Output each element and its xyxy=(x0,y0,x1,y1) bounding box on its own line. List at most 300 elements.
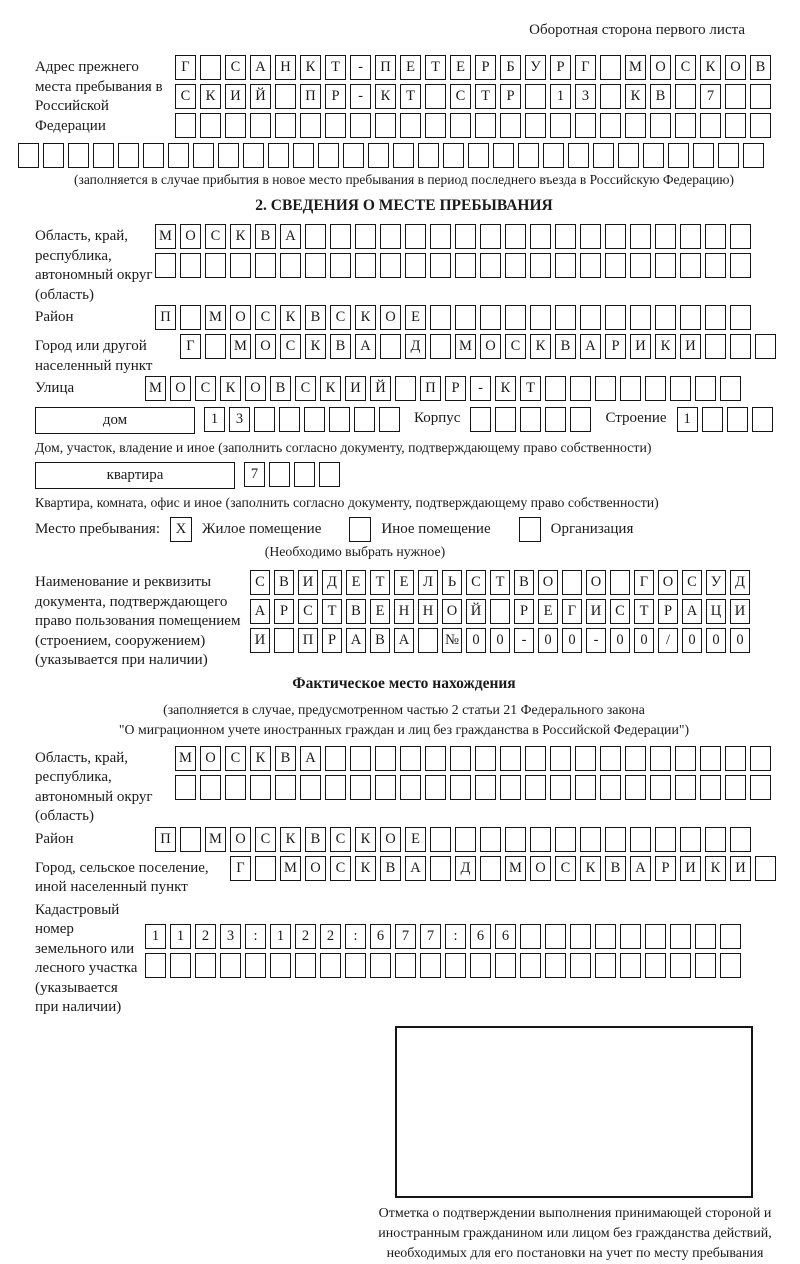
char-cell xyxy=(570,407,591,432)
char-cell: Т xyxy=(322,599,342,624)
cadastral-label: Кадастровый номер земельного или лесного участка (указывается при наличии) xyxy=(35,898,145,1018)
char-cell: 6 xyxy=(370,924,391,949)
char-cell xyxy=(555,305,576,330)
char-cell xyxy=(530,224,551,249)
char-cell xyxy=(625,775,646,800)
char-cell: С xyxy=(250,570,270,595)
char-cell xyxy=(568,143,589,168)
char-cell xyxy=(743,143,764,168)
actual-city-row xyxy=(35,856,773,898)
char-cell: Е xyxy=(346,570,366,595)
char-cell xyxy=(93,143,114,168)
char-cell xyxy=(752,407,773,432)
char-cell xyxy=(645,953,666,978)
document-row-1 xyxy=(250,570,773,595)
char-cell: В xyxy=(274,570,294,595)
char-cell: 1 xyxy=(550,84,571,109)
char-cell: Е xyxy=(450,55,471,80)
char-cell: У xyxy=(706,570,726,595)
apartment-cells xyxy=(244,462,344,487)
char-cell xyxy=(725,746,746,771)
char-cell: К xyxy=(230,224,251,249)
char-cell xyxy=(175,113,196,138)
char-cell xyxy=(655,224,676,249)
document-block xyxy=(35,570,773,671)
char-cell: К xyxy=(200,84,221,109)
char-cell: П xyxy=(155,827,176,852)
char-cell xyxy=(405,253,426,278)
char-cell: Л xyxy=(418,570,438,595)
char-cell: Й xyxy=(466,599,486,624)
char-cell xyxy=(520,924,541,949)
char-cell xyxy=(545,953,566,978)
char-cell: В xyxy=(555,334,576,359)
char-cell xyxy=(243,143,264,168)
char-cell xyxy=(750,775,771,800)
char-cell xyxy=(750,84,771,109)
char-cell: Д xyxy=(322,570,342,595)
char-cell: 7 xyxy=(244,462,265,487)
char-cell: Г xyxy=(634,570,654,595)
char-cell: Д xyxy=(405,334,426,359)
char-cell xyxy=(475,746,496,771)
char-cell xyxy=(143,143,164,168)
char-cell xyxy=(450,746,471,771)
char-cell xyxy=(400,113,421,138)
char-cell: Е xyxy=(394,570,414,595)
prev-address-row-1 xyxy=(175,55,775,80)
char-cell: О xyxy=(230,827,251,852)
char-cell xyxy=(505,253,526,278)
char-cell xyxy=(368,143,389,168)
char-cell xyxy=(750,113,771,138)
char-cell xyxy=(595,924,616,949)
section2-city-label: Город или другой населенный пункт xyxy=(35,334,180,376)
actual-location-caption-1: (заполняется в случае, предусмотренном частью 2 статьи 21 Федерального закона xyxy=(35,702,773,718)
cadastral-row-1 xyxy=(145,924,773,949)
char-cell: Р xyxy=(655,856,676,881)
char-cell: Р xyxy=(445,376,466,401)
house-row xyxy=(35,407,773,436)
char-cell: Т xyxy=(370,570,390,595)
char-cell xyxy=(570,953,591,978)
char-cell: : xyxy=(245,924,266,949)
char-cell xyxy=(375,113,396,138)
char-cell xyxy=(655,827,676,852)
char-cell: Т xyxy=(520,376,541,401)
char-cell: О xyxy=(230,305,251,330)
char-cell: С xyxy=(255,305,276,330)
char-cell: В xyxy=(275,746,296,771)
char-cell xyxy=(705,334,726,359)
char-cell xyxy=(630,827,651,852)
char-cell: 0 xyxy=(634,628,654,653)
char-cell xyxy=(294,462,315,487)
char-cell: С xyxy=(330,856,351,881)
char-cell xyxy=(205,253,226,278)
char-cell xyxy=(155,253,176,278)
section2-region-label: Область, край, республика, автономный округ (область) xyxy=(35,224,155,305)
char-cell: О xyxy=(530,856,551,881)
char-cell xyxy=(720,924,741,949)
char-cell: К xyxy=(375,84,396,109)
char-cell: С xyxy=(280,334,301,359)
char-cell: М xyxy=(205,305,226,330)
char-cell xyxy=(680,827,701,852)
char-cell xyxy=(555,827,576,852)
char-cell xyxy=(680,253,701,278)
char-cell xyxy=(395,376,416,401)
char-cell xyxy=(675,775,696,800)
cadastral-row-2 xyxy=(145,953,773,978)
char-cell xyxy=(343,143,364,168)
char-cell: Р xyxy=(658,599,678,624)
char-cell xyxy=(595,953,616,978)
char-cell: 1 xyxy=(204,407,225,432)
char-cell xyxy=(593,143,614,168)
char-cell xyxy=(280,253,301,278)
char-cell: К xyxy=(580,856,601,881)
char-cell: Н xyxy=(275,55,296,80)
char-cell: А xyxy=(394,628,414,653)
char-cell: О xyxy=(538,570,558,595)
char-cell: М xyxy=(455,334,476,359)
char-cell: К xyxy=(495,376,516,401)
char-cell: К xyxy=(355,827,376,852)
char-cell: 2 xyxy=(295,924,316,949)
char-cell: Й xyxy=(370,376,391,401)
actual-region-row-2 xyxy=(175,775,775,800)
char-cell xyxy=(255,253,276,278)
char-cell xyxy=(630,224,651,249)
char-cell xyxy=(430,856,451,881)
char-cell xyxy=(500,113,521,138)
char-cell: 3 xyxy=(575,84,596,109)
char-cell: В xyxy=(650,84,671,109)
char-cell: Ь xyxy=(442,570,462,595)
char-cell: 0 xyxy=(706,628,726,653)
char-cell xyxy=(525,113,546,138)
section2-title: 2. СВЕДЕНИЯ О МЕСТЕ ПРЕБЫВАНИЯ xyxy=(35,197,773,215)
char-cell xyxy=(354,407,375,432)
char-cell: К xyxy=(530,334,551,359)
char-cell: Г xyxy=(230,856,251,881)
char-cell: Е xyxy=(400,55,421,80)
char-cell: В xyxy=(305,305,326,330)
char-cell xyxy=(400,746,421,771)
char-cell: 1 xyxy=(145,924,166,949)
char-cell xyxy=(269,462,290,487)
stamp-caption: Отметка о подтверждении выполнения принимающей стороной и иностранным гражданином или лицом без гражданства действий, необходимых для его постановки на учет по месту пребывания xyxy=(360,1204,790,1264)
char-cell xyxy=(700,746,721,771)
char-cell xyxy=(650,775,671,800)
char-cell: В xyxy=(270,376,291,401)
char-cell xyxy=(430,253,451,278)
char-cell: С xyxy=(295,376,316,401)
char-cell: А xyxy=(580,334,601,359)
char-cell xyxy=(279,407,300,432)
char-cell xyxy=(545,924,566,949)
char-cell: Т xyxy=(490,570,510,595)
char-cell: Ц xyxy=(706,599,726,624)
section2-region-row-1 xyxy=(155,224,773,249)
char-cell xyxy=(350,113,371,138)
char-cell: Р xyxy=(605,334,626,359)
char-cell: М xyxy=(625,55,646,80)
char-cell xyxy=(725,113,746,138)
char-cell xyxy=(480,827,501,852)
char-cell xyxy=(655,253,676,278)
apartment-caption: Квартира, комната, офис и иное (заполнить согласно документу, подтверждающему право собственности) xyxy=(35,495,773,511)
char-cell xyxy=(418,143,439,168)
char-cell xyxy=(468,143,489,168)
char-cell xyxy=(275,84,296,109)
char-cell: В xyxy=(514,570,534,595)
char-cell xyxy=(730,334,751,359)
char-cell xyxy=(625,746,646,771)
stay-type-note: (Необходимо выбрать нужное) xyxy=(75,544,635,560)
char-cell: Б xyxy=(500,55,521,80)
char-cell: К xyxy=(280,305,301,330)
document-row-2 xyxy=(250,599,773,624)
stroenie-cells xyxy=(677,407,777,432)
char-cell: 2 xyxy=(320,924,341,949)
char-cell: А xyxy=(355,334,376,359)
char-cell: Т xyxy=(400,84,421,109)
char-cell xyxy=(675,746,696,771)
char-cell xyxy=(245,953,266,978)
char-cell xyxy=(405,224,426,249)
char-cell: - xyxy=(514,628,534,653)
char-cell: - xyxy=(350,55,371,80)
char-cell: И xyxy=(225,84,246,109)
char-cell: / xyxy=(658,628,678,653)
char-cell: Р xyxy=(550,55,571,80)
char-cell xyxy=(420,953,441,978)
char-cell xyxy=(730,827,751,852)
char-cell xyxy=(505,224,526,249)
char-cell: С xyxy=(450,84,471,109)
char-cell xyxy=(525,775,546,800)
char-cell xyxy=(425,84,446,109)
char-cell xyxy=(418,628,438,653)
char-cell xyxy=(180,827,201,852)
char-cell: О xyxy=(442,599,462,624)
char-cell xyxy=(730,224,751,249)
stay-type-label: Место пребывания: xyxy=(35,521,160,538)
char-cell xyxy=(220,953,241,978)
char-cell: К xyxy=(280,827,301,852)
char-cell xyxy=(330,253,351,278)
char-cell: К xyxy=(355,856,376,881)
char-cell xyxy=(254,407,275,432)
char-cell xyxy=(43,143,64,168)
char-cell xyxy=(645,924,666,949)
char-cell: 0 xyxy=(466,628,486,653)
char-cell: О xyxy=(586,570,606,595)
char-cell xyxy=(379,407,400,432)
char-cell xyxy=(480,224,501,249)
char-cell xyxy=(505,827,526,852)
char-cell xyxy=(275,113,296,138)
char-cell xyxy=(300,113,321,138)
actual-region-row-1 xyxy=(175,746,775,771)
char-cell: А xyxy=(682,599,702,624)
char-cell: О xyxy=(725,55,746,80)
char-cell: П xyxy=(155,305,176,330)
char-cell xyxy=(618,143,639,168)
char-cell: М xyxy=(280,856,301,881)
char-cell: И xyxy=(680,334,701,359)
prev-address-row-4 xyxy=(18,143,773,168)
char-cell xyxy=(180,305,201,330)
char-cell xyxy=(375,775,396,800)
char-cell xyxy=(500,746,521,771)
char-cell: Е xyxy=(405,827,426,852)
residential-label: Жилое помещение xyxy=(202,521,321,538)
char-cell: М xyxy=(175,746,196,771)
char-cell: А xyxy=(405,856,426,881)
char-cell xyxy=(230,253,251,278)
char-cell: Н xyxy=(418,599,438,624)
char-cell: : xyxy=(345,924,366,949)
char-cell: П xyxy=(375,55,396,80)
apartment-box: квартира xyxy=(35,462,235,489)
char-cell: 1 xyxy=(270,924,291,949)
char-cell xyxy=(543,143,564,168)
char-cell xyxy=(605,224,626,249)
char-cell xyxy=(180,253,201,278)
char-cell: С xyxy=(330,305,351,330)
char-cell xyxy=(643,143,664,168)
korpus-label: Корпус xyxy=(404,407,470,427)
char-cell xyxy=(755,856,776,881)
char-cell xyxy=(68,143,89,168)
char-cell xyxy=(430,224,451,249)
char-cell: К xyxy=(220,376,241,401)
char-cell: В xyxy=(380,856,401,881)
char-cell xyxy=(455,253,476,278)
section2-street-label: Улица xyxy=(35,376,145,399)
char-cell: - xyxy=(586,628,606,653)
char-cell: М xyxy=(145,376,166,401)
char-cell: М xyxy=(505,856,526,881)
char-cell xyxy=(400,775,421,800)
char-cell xyxy=(705,827,726,852)
char-cell xyxy=(610,570,630,595)
char-cell: Д xyxy=(455,856,476,881)
char-cell xyxy=(600,113,621,138)
char-cell: О xyxy=(170,376,191,401)
char-cell: И xyxy=(250,628,270,653)
char-cell xyxy=(305,253,326,278)
char-cell: О xyxy=(200,746,221,771)
char-cell xyxy=(580,224,601,249)
char-cell xyxy=(218,143,239,168)
char-cell xyxy=(318,143,339,168)
char-cell: С xyxy=(610,599,630,624)
char-cell xyxy=(443,143,464,168)
char-cell xyxy=(293,143,314,168)
prev-address-label: Адрес прежнего места пребывания в Российской Федерации xyxy=(35,55,175,136)
char-cell: А xyxy=(280,224,301,249)
char-cell xyxy=(600,775,621,800)
char-cell xyxy=(605,253,626,278)
char-cell: В xyxy=(605,856,626,881)
char-cell xyxy=(455,827,476,852)
char-cell xyxy=(200,113,221,138)
char-cell xyxy=(325,113,346,138)
char-cell: С xyxy=(175,84,196,109)
char-cell: К xyxy=(355,305,376,330)
char-cell xyxy=(705,253,726,278)
other-premises-label: Иное помещение xyxy=(381,521,490,538)
char-cell: С xyxy=(255,827,276,852)
char-cell: К xyxy=(700,55,721,80)
char-cell xyxy=(530,305,551,330)
char-cell: 0 xyxy=(538,628,558,653)
char-cell xyxy=(270,953,291,978)
char-cell: Р xyxy=(514,599,534,624)
char-cell: Е xyxy=(405,305,426,330)
char-cell: К xyxy=(705,856,726,881)
korpus-cells xyxy=(470,407,595,432)
char-cell xyxy=(695,376,716,401)
char-cell: С xyxy=(505,334,526,359)
char-cell: В xyxy=(370,628,390,653)
char-cell: С xyxy=(555,856,576,881)
char-cell xyxy=(705,305,726,330)
char-cell xyxy=(702,407,723,432)
char-cell xyxy=(170,953,191,978)
char-cell xyxy=(670,924,691,949)
char-cell xyxy=(445,953,466,978)
char-cell: К xyxy=(625,84,646,109)
char-cell: А xyxy=(300,746,321,771)
char-cell xyxy=(325,746,346,771)
char-cell xyxy=(600,746,621,771)
char-cell: Р xyxy=(500,84,521,109)
char-cell xyxy=(570,376,591,401)
char-cell xyxy=(375,746,396,771)
char-cell xyxy=(655,305,676,330)
char-cell xyxy=(625,113,646,138)
document-label: Наименование и реквизиты документа, подтверждающего право пользования помещением (строением, сооружением) (указывается при наличии) xyxy=(35,570,250,671)
char-cell: В xyxy=(255,224,276,249)
char-cell: А xyxy=(250,55,271,80)
char-cell xyxy=(650,113,671,138)
char-cell xyxy=(425,775,446,800)
char-cell xyxy=(520,953,541,978)
char-cell xyxy=(305,224,326,249)
char-cell xyxy=(550,113,571,138)
char-cell: О xyxy=(305,856,326,881)
char-cell: П xyxy=(300,84,321,109)
char-cell xyxy=(575,746,596,771)
char-cell xyxy=(430,305,451,330)
char-cell: С xyxy=(466,570,486,595)
char-cell: И xyxy=(680,856,701,881)
char-cell xyxy=(320,953,341,978)
char-cell xyxy=(345,953,366,978)
char-cell: П xyxy=(298,628,318,653)
char-cell: К xyxy=(655,334,676,359)
page-note: Оборотная сторона первого листа xyxy=(35,0,773,55)
char-cell xyxy=(555,224,576,249)
char-cell: 0 xyxy=(562,628,582,653)
organization-checkbox xyxy=(519,517,541,542)
char-cell xyxy=(300,775,321,800)
